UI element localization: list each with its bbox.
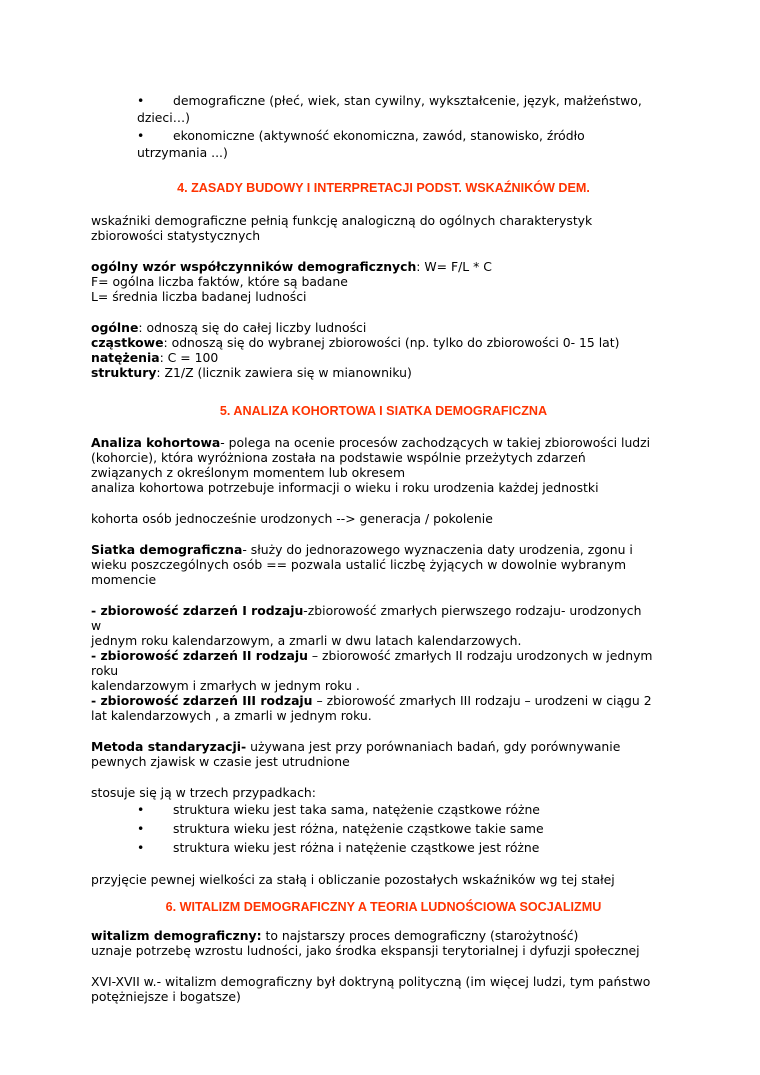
paragraph-line [91, 693, 676, 708]
paragraph-line: wskaźniki demograficzne pełnią funkcję analogiczną do ogólnych charakterystyk [91, 213, 593, 228]
section-heading-6: 6. WITALIZM DEMOGRAFICZNY A TEORIA LUDNOŚCIOWA SOCJALIZMU [165, 900, 602, 914]
paragraph-line: XVI-XVII w.- witalizm demograficzny był doktryną polityczną (im więcej ludzi, tym państwo [91, 974, 651, 989]
list-item [91, 838, 676, 857]
formula-text: : W= F/L * C [416, 259, 492, 274]
term: Metoda standaryzacji- [91, 739, 247, 754]
formula-f-line: F= ogólna liczba faktów, które są badane [91, 274, 348, 289]
paragraph-line: kohorta osób jednocześnie urodzonych --> generacja / pokolenie [91, 511, 493, 526]
paragraph-text: – zbiorowość zmarłych II rodzaju urodzonych w jednym [307, 648, 653, 663]
paragraph-line: analiza kohortowa potrzebuje informacji o wieku i roku urodzenia każdej jednostki [91, 480, 599, 495]
paragraph-line: momencie [91, 572, 157, 587]
term: Analiza kohortowa [91, 435, 221, 450]
paragraph-line: pewnych zjawisk w czasie jest utrudnione [91, 754, 350, 769]
section-heading-5: 5. ANALIZA KOHORTOWA I SIATKA DEMOGRAFICZNA [219, 404, 548, 418]
bullet-text-continued: dzieci…) [137, 110, 190, 125]
definition-line [91, 320, 676, 335]
bullet-icon: • [137, 93, 145, 108]
paragraph-line: jednym roku kalendarzowym, a zmarli w dwu latach kalendarzowych. [91, 633, 522, 648]
paragraph-line [91, 739, 676, 754]
bullet-text: struktura wieku jest różna i natężenie cząstkowe jest różne [173, 840, 540, 855]
list-item [91, 800, 676, 819]
paragraph-line: związanych z określonym momentem lub okresem [91, 465, 406, 480]
definition-line [91, 335, 676, 350]
paragraph-line: kalendarzowym i zmarłych w jednym roku . [91, 678, 360, 693]
formula-line [91, 259, 676, 274]
term: - zbiorowość zdarzeń II rodzaju [91, 648, 308, 663]
definition-text: : C = 100 [159, 350, 219, 365]
paragraph-line: lat kalendarzowych , a zmarli w jednym roku. [91, 708, 372, 723]
paragraph-text: używana jest przy porównaniach badań, gdy porównywanie [246, 739, 621, 754]
paragraph-line [91, 648, 676, 663]
bullet-icon: • [137, 840, 145, 855]
section-heading-4: 4. ZASADY BUDOWY I INTERPRETACJI PODST. WSKAŹNIKÓW DEM. [177, 181, 590, 195]
paragraph-line: roku [91, 663, 119, 678]
paragraph-line [91, 928, 676, 943]
paragraph-line: w [91, 618, 102, 633]
definition-text: : Z1/Z (licznik zawiera się w mianowniku) [156, 365, 412, 380]
definition-term: cząstkowe [91, 335, 164, 350]
bullet-text: ekonomiczne (aktywność ekonomiczna, zawód, stanowisko, źródło [173, 128, 585, 143]
paragraph-line [91, 603, 676, 618]
definition-term: struktury [91, 365, 157, 380]
paragraph-line: potężniejsze i bogatsze) [91, 989, 241, 1004]
term: Siatka demograficzna [91, 542, 243, 557]
bullet-text: struktura wieku jest taka sama, natężenie cząstkowe różne [173, 802, 540, 817]
paragraph-text: – zbiorowość zmarłych III rodzaju – urodzeni w ciągu 2 [312, 693, 652, 708]
list-item [91, 819, 676, 838]
definition-line [91, 365, 676, 380]
definition-text: : odnoszą się do wybranej zbiorowości (np. tylko do zbiorowości 0- 15 lat) [163, 335, 620, 350]
paragraph-line: wieku poszczególnych osób == pozwala ustalić liczbę żyjących w dowolnie wybranym [91, 557, 627, 572]
term: - zbiorowość zdarzeń I rodzaju [91, 603, 304, 618]
document-page [91, 92, 676, 1004]
list-item [91, 92, 676, 109]
case-list [91, 800, 676, 857]
bullet-icon: • [137, 821, 145, 836]
bullet-icon: • [137, 128, 145, 143]
bullet-text: demograficzne (płeć, wiek, stan cywilny, wykształcenie, język, małżeństwo, [173, 93, 642, 108]
bullet-text-continued: utrzymania ...) [137, 145, 228, 160]
paragraph-line: zbiorowości statystycznych [91, 228, 261, 243]
list-item [91, 127, 676, 144]
paragraph-line [91, 542, 676, 557]
term: - zbiorowość zdarzeń III rodzaju [91, 693, 313, 708]
paragraph-line: uznaje potrzebę wzrostu ludności, jako środka ekspansji terytorialnej i dyfuzji społecznej [91, 943, 640, 958]
definition-term: ogólne [91, 320, 139, 335]
bullet-icon: • [137, 802, 145, 817]
term: witalizm demograficzny: [91, 928, 262, 943]
paragraph-text: - polega na ocenie procesów zachodzących w takiej zbiorowości ludzi [220, 435, 651, 450]
definition-line [91, 350, 676, 365]
formula-term: ogólny wzór współczynników demograficznych [91, 259, 417, 274]
paragraph-line [91, 435, 676, 450]
definition-term: natężenia [91, 350, 160, 365]
bullet-text: struktura wieku jest różna, natężenie cząstkowe takie same [173, 821, 544, 836]
definition-text: : odnoszą się do całej liczby ludności [138, 320, 367, 335]
paragraph-text: -zbiorowość zmarłych pierwszego rodzaju- urodzonych [303, 603, 642, 618]
paragraph-text: - służy do jednorazowego wyznaczenia daty urodzenia, zgonu i [242, 542, 633, 557]
paragraph-line: przyjęcie pewnej wielkości za stałą i obliczanie pozostałych wskaźników wg tej stałej [91, 872, 615, 887]
paragraph-line: (kohorcie), która wyróżniona została na podstawie wspólnie przeżytych zdarzeń [91, 450, 586, 465]
paragraph-line: stosuje się ją w trzech przypadkach: [91, 785, 316, 800]
paragraph-text: to najstarszy proces demograficzny (starożytność) [261, 928, 579, 943]
formula-l-line: L= średnia liczba badanej ludności [91, 289, 307, 304]
